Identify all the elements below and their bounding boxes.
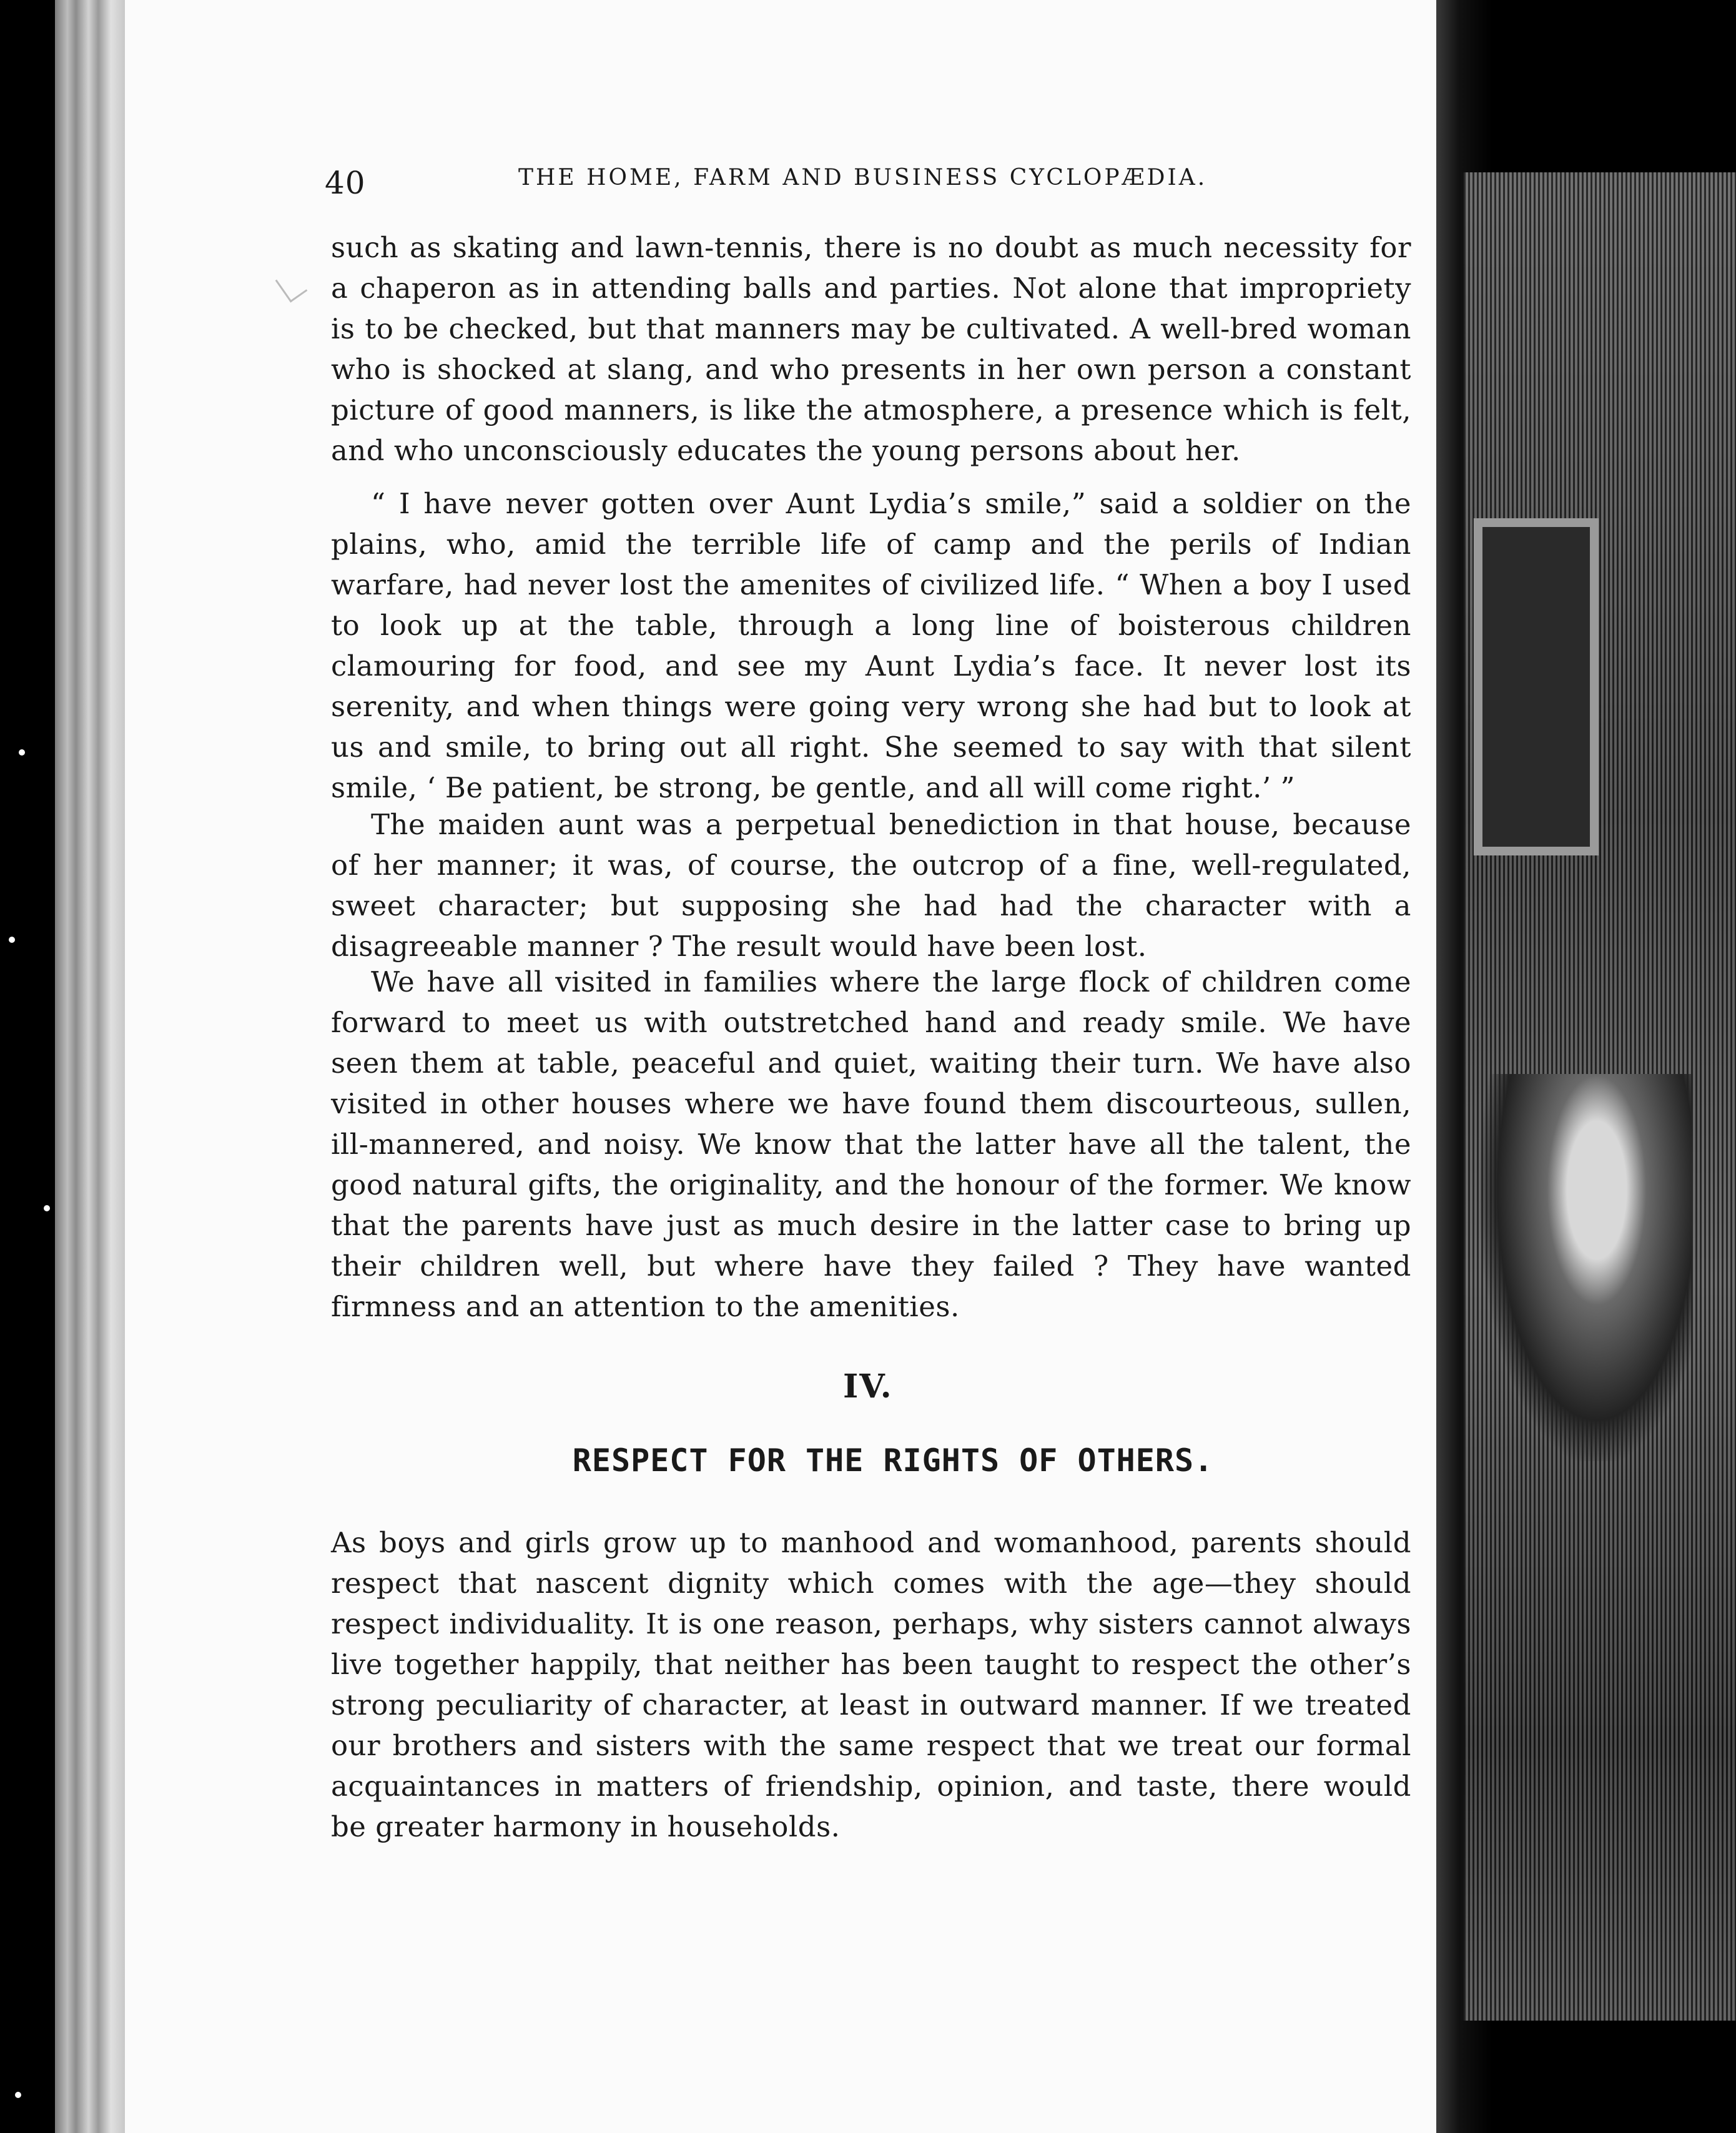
scan-speck: [19, 749, 25, 756]
scan-speck: [9, 937, 15, 943]
scan-speck: [15, 2092, 21, 2098]
paragraph-text: “ I have never gotten over Aunt Lydia’s smile,” said a soldier on the plains, who, amid the terrible life of camp and the perils of Indian warfare, had never lost the amenites of civilized life. “ When a boy I used to look up at the table, through a long line of boisterous children clamouring for food, and see my Aunt Lydia’s face. It never lost its serenity, and when things were going very wrong she had but to look at us and smile, to bring out all right. She seemed to say with that silent smile, ‘ Be patient, be strong, be gentle, and all will come right.’ ”: [331, 487, 1411, 804]
page-edge-stack: [55, 0, 125, 2133]
section-number: IV.: [843, 1367, 893, 1406]
paragraph: [331, 483, 1411, 808]
running-head: [325, 157, 1399, 207]
paragraph-text: The maiden aunt was a perpetual benediction in that house, because of her manner; it was, of course, the outcrop of a fine, well-regulated, sweet character; but supposing she had had the character with a disagreeable manner ? The result would have been lost.: [331, 808, 1411, 963]
scan-speck: [44, 1205, 50, 1211]
page-number: 40: [325, 165, 366, 201]
paragraph-text: As boys and girls grow up to manhood and womanhood, parents should respect that nascent dignity which comes with the age—they should respect individuality. It is one reason, perhaps, why sisters cannot always live together happily, that neither has been taught to respect the other’s strong peculiarity of character, at least in outward manner. If we treated our brothers and sisters with the same respect that we treat our formal acquaintances in matters of friendship, opinion, and taste, there would be greater harmony in households.: [331, 1526, 1411, 1843]
engraving-picture-frame: [1474, 518, 1599, 855]
section-heading: RESPECT FOR THE RIGHTS OF OTHERS.: [572, 1442, 1214, 1479]
paragraph-text: such as skating and lawn-tennis, there is no doubt as much necessity for a chaperon as in attending balls and parties. Not alone that impropriety is to be checked, but that manners may be cultivated. A well-bred woman who is shocked at slang, and who presents in her own person a constant picture of good manners, is like the atmosphere, a presence which is felt, and who unconsciously educates the young persons about her.: [331, 231, 1411, 467]
paragraph: [331, 962, 1411, 1327]
paragraph: [331, 804, 1411, 967]
engraving-seated-woman: [1480, 1074, 1692, 1461]
running-title: THE HOME, FARM AND BUSINESS CYCLOPÆDIA.: [518, 165, 1208, 190]
paragraph: [331, 227, 1411, 471]
paragraph-text: We have all visited in families where the large flock of children come forward to meet us with outstretched hand and ready smile. We have seen them at table, peaceful and quiet, waiting their turn. We have also visited in other houses where we have found them discourteous, sullen, ill-mannered, and noisy. We know that the latter have all the talent, the good natural gifts, the originality, and the honour of the former. We know that the parents have just as much desire in the latter case to bring up their children well, but where have they failed ? They have wanted firmness and an attention to the amenities.: [331, 965, 1411, 1323]
section-paragraph: [331, 1522, 1411, 1847]
